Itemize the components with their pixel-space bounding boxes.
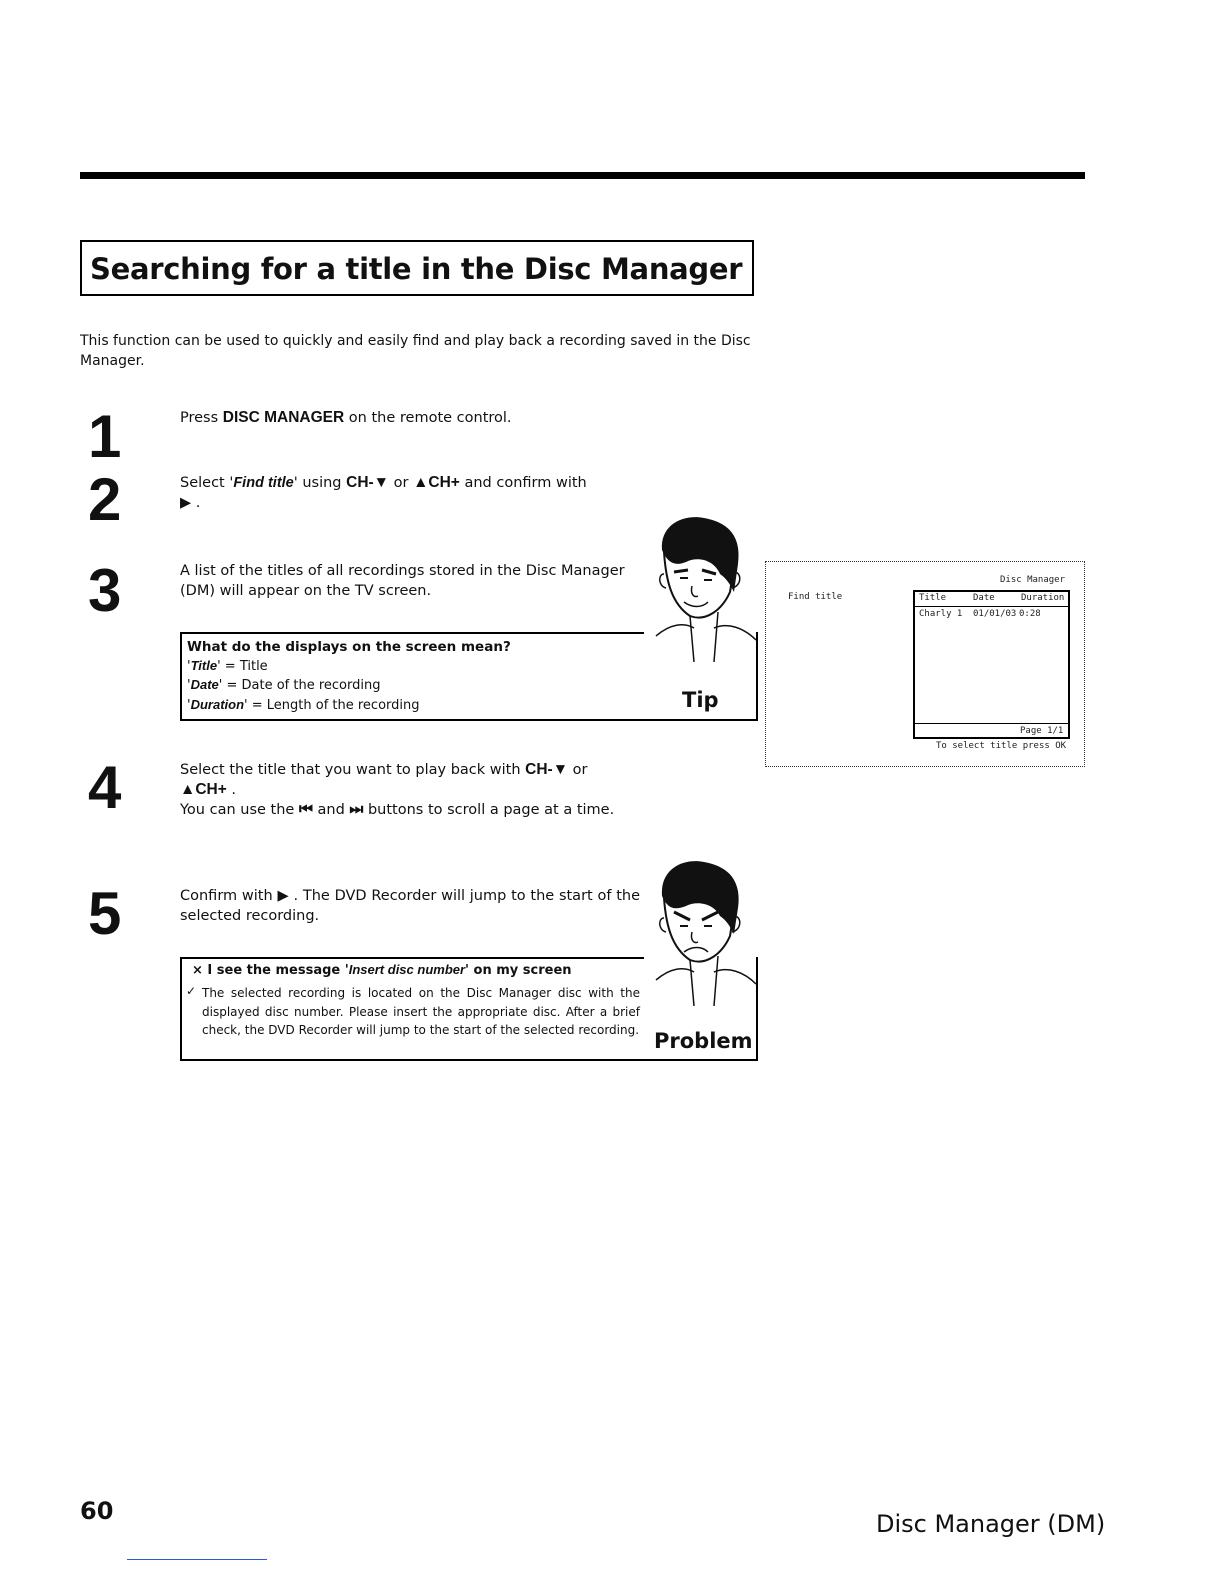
tip-row-title: 'Title' = Title	[187, 657, 268, 674]
footer-rule	[127, 1559, 267, 1560]
tip-def: = Date of the recording	[222, 678, 381, 693]
text-run: or	[389, 475, 414, 491]
intro-paragraph: This function can be used to quickly and easily find and play back a recording saved in the Disc Manager.	[80, 333, 751, 369]
text-run: or	[568, 762, 588, 778]
section-name: Disc Manager (DM)	[876, 1510, 1106, 1538]
step-number-3: 3	[88, 557, 122, 624]
problem-box-top-rule	[182, 957, 644, 959]
page-indicator: Page 1/1	[1020, 726, 1064, 736]
problem-box	[180, 957, 758, 1061]
tv-screen-mockup	[765, 561, 1085, 767]
tip-def: = Length of the recording	[247, 697, 420, 713]
step-4-text	[180, 760, 640, 820]
step-5-text	[180, 886, 640, 926]
text-run: .	[226, 782, 236, 798]
text-run: You can use the	[180, 802, 299, 818]
tip-heading: What do the displays on the screen mean?	[187, 639, 511, 655]
tip-row-duration: 'Duration' = Length of the recording	[187, 696, 420, 713]
tip-label: Tip	[682, 688, 719, 712]
play-arrow-icon: ▶	[277, 888, 289, 904]
tip-def: = Title	[220, 658, 268, 674]
text-run: × I see the message '	[192, 963, 349, 978]
problem-text: The selected recording is located on the Disc Manager disc with the displayed disc number. Please insert the appropriate disc. After a brief check, the DVD Recorder will jump to the start of the selected recording.	[202, 986, 640, 1037]
col-title: Title	[919, 593, 947, 603]
tip-term: Title	[190, 657, 218, 673]
tv-screen-header: Disc Manager	[1000, 575, 1066, 585]
key-ch-up: ▲CH+	[180, 781, 227, 798]
list-header-rule	[915, 606, 1068, 607]
text-run: Press	[180, 410, 223, 426]
skip-next-icon: ⏭	[349, 801, 364, 818]
text-run: on the remote control.	[344, 410, 512, 426]
tip-box-top-rule	[182, 632, 644, 634]
step-number-5: 5	[88, 880, 122, 947]
text-run: buttons to scroll a page at a time.	[363, 802, 615, 818]
tip-box	[180, 632, 758, 721]
problem-label: Problem	[654, 1029, 753, 1053]
text-run: ' using	[293, 475, 347, 491]
list-footer-rule	[915, 723, 1068, 724]
key-ch-up: ▲CH+	[413, 474, 460, 491]
row-duration: 0:28	[1019, 609, 1041, 619]
step-number-1: 1	[88, 403, 122, 470]
text-run: Confirm with	[180, 888, 278, 904]
text-run: Select '	[180, 475, 234, 491]
tv-screen-hint: To select title press OK	[936, 741, 1067, 751]
top-rule	[80, 172, 1085, 179]
text-run: ' on my screen	[465, 963, 572, 978]
key-disc-manager: DISC MANAGER	[222, 409, 345, 426]
text-run: . The DVD Recorder will jump to the start of the selected recording.	[180, 888, 641, 924]
skip-previous-icon: ⏮	[298, 801, 313, 818]
row-date: 01/01/03	[973, 609, 1017, 619]
text-run: and	[312, 802, 350, 818]
menu-find-title: Find title	[233, 475, 294, 491]
step-1-text	[180, 408, 640, 428]
col-duration: Duration	[1021, 593, 1065, 603]
text-run: .	[191, 495, 201, 511]
problem-heading	[192, 962, 572, 978]
tip-term: Duration	[190, 696, 245, 712]
key-ch-down: CH-▼	[525, 761, 569, 778]
text-run: and confirm with	[459, 475, 587, 491]
page-title: Searching for a title in the Disc Manager	[90, 252, 743, 286]
title-list-panel	[913, 590, 1070, 739]
tip-row-date: 'Date' = Date of the recording	[187, 677, 381, 693]
step-number-4: 4	[88, 754, 122, 821]
step-number-2: 2	[88, 466, 122, 533]
step-3-text: A list of the titles of all recordings stored in the Disc Manager (DM) will appear on the TV screen.	[180, 563, 625, 599]
play-arrow-icon: ▶	[180, 495, 192, 511]
message-insert-disc-number: Insert disc number	[348, 962, 466, 977]
tv-screen-left-label: Find title	[788, 592, 843, 602]
step-2-text	[180, 473, 640, 513]
page-number: 60	[80, 1497, 114, 1525]
tip-term: Date	[190, 677, 219, 692]
col-date: Date	[973, 593, 995, 603]
section-title-box	[80, 240, 754, 296]
text-run: Select the title that you want to play back with	[180, 762, 526, 778]
key-ch-down: CH-▼	[346, 474, 390, 491]
row-title[interactable]: Charly 1	[919, 609, 963, 619]
check-icon: ✓	[186, 984, 197, 998]
